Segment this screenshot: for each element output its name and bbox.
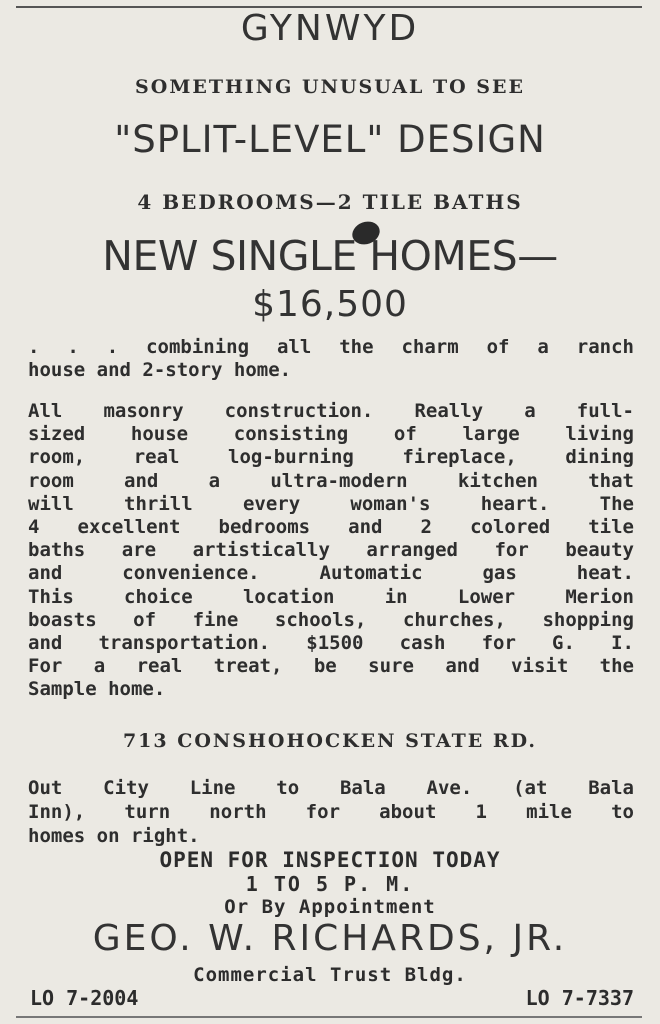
directions-line: homes on right. xyxy=(28,825,200,847)
body-line: room, real log-burning fireplace, dining xyxy=(28,446,634,469)
body-line: sized house consisting of large living xyxy=(28,423,634,446)
body-line: 4 excellent bedrooms and 2 colored tile xyxy=(28,516,634,539)
homes-heading: NEW SINGLE HOMES— xyxy=(102,232,558,280)
agent-name: GEO. W. RICHARDS, JR. xyxy=(92,918,568,959)
address: 713 CONSHOHOCKEN STATE RD. xyxy=(122,730,538,752)
body-line: baths are artistically arranged for beauty xyxy=(28,539,634,562)
phone-number-right: LO 7-7337 xyxy=(525,986,634,1010)
directions-paragraph xyxy=(28,776,634,848)
rooms-heading: 4 BEDROOMS—2 TILE BATHS xyxy=(137,190,523,214)
body-line: room and a ultra-modern kitchen that xyxy=(28,469,634,492)
appointment-note: Or By Appointment xyxy=(224,896,436,918)
price: $16,500 xyxy=(252,284,408,325)
body-line: This choice location in Lower Merion xyxy=(28,585,634,608)
intro-line: . . . combining all the charm of a ranch xyxy=(28,336,634,358)
body-line: For a real treat, be sure and visit the xyxy=(28,655,634,678)
directions-line: Inn), turn north for about 1 mile to xyxy=(28,801,634,823)
bottom-rule xyxy=(16,1016,642,1018)
body-line: will thrill every woman's heart. The xyxy=(28,492,634,515)
intro-paragraph xyxy=(28,336,634,382)
body-line: and convenience. Automatic gas heat. xyxy=(28,562,634,585)
design-heading: "SPLIT-LEVEL" DESIGN xyxy=(114,118,546,161)
agent-building: Commercial Trust Bldg. xyxy=(193,964,467,986)
ad-headline: GYNWYD xyxy=(240,8,420,49)
body-line: and transportation. $1500 cash for G. I. xyxy=(28,632,634,655)
open-for-inspection: OPEN FOR INSPECTION TODAY xyxy=(159,848,501,872)
intro-line: house and 2-story home. xyxy=(28,359,292,381)
phone-number-left: LO 7-2004 xyxy=(30,986,139,1010)
body-line: All masonry construction. Really a full- xyxy=(28,400,634,422)
body-line: boasts of fine schools, churches, shopping xyxy=(28,608,634,631)
body-paragraph xyxy=(28,400,634,702)
open-hours: 1 TO 5 P. M. xyxy=(245,872,415,896)
body-line: Sample home. xyxy=(28,678,166,701)
ad-tagline: SOMETHING UNUSUAL TO SEE xyxy=(135,76,525,98)
directions-line: Out City Line to Bala Ave. (at Bala xyxy=(28,777,634,799)
